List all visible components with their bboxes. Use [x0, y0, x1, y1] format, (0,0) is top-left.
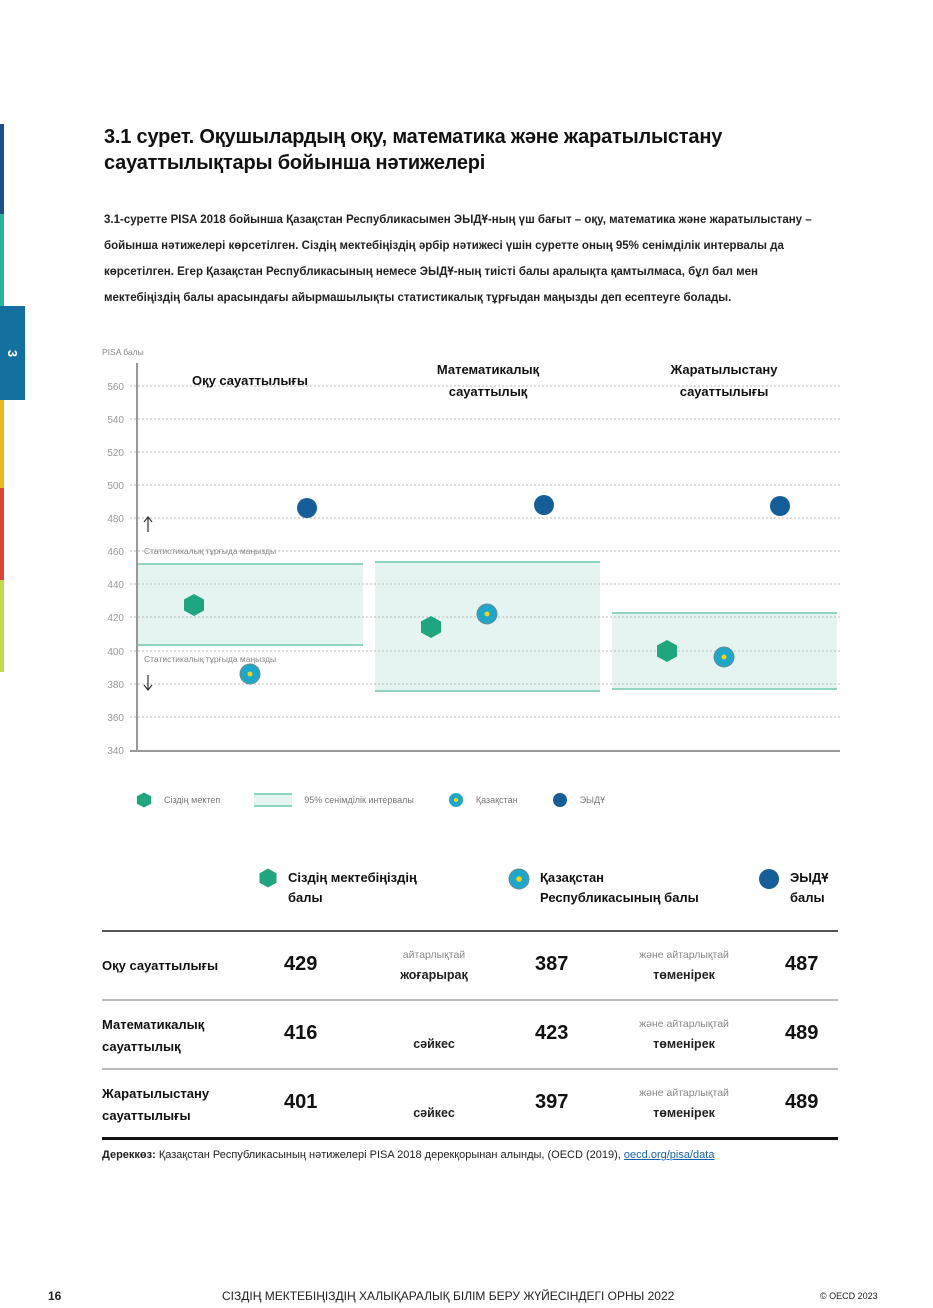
- category-math-title-line2: сауаттылық: [448, 384, 528, 399]
- table-row-math: [102, 1002, 838, 1068]
- svg-text:360: 360: [107, 713, 124, 724]
- page-number: 16: [48, 1289, 62, 1303]
- comparison-school-vs-kz: сәйкес: [413, 1037, 455, 1051]
- oecd-marker-reading: [297, 498, 317, 518]
- table-top-rule: [102, 930, 838, 932]
- hexagon-icon: [258, 868, 278, 888]
- table-header-oecd: ЭЫДҰ балы: [758, 868, 828, 908]
- legend-item-school: Сіздің мектеп: [136, 792, 220, 808]
- footer-title: СІЗДІҢ МЕКТЕБІҢІЗДІҢ ХАЛЫҚАРАЛЫҚ БІЛІМ БЕРУ ЖҮЙЕСІНДЕГІ ОРНЫ 2022: [222, 1289, 675, 1303]
- kazakhstan-marker-science: [714, 647, 734, 667]
- table-row-divider: [102, 999, 838, 1001]
- table-row-divider: [102, 1068, 838, 1070]
- source-note: [102, 1149, 714, 1161]
- table-header-school: Сіздің мектебіңіздің балы: [258, 868, 417, 908]
- oecd-score: 487: [785, 953, 819, 975]
- kazakhstan-score: 387: [535, 953, 569, 975]
- category-math-title-line1: Математикалық: [436, 362, 540, 377]
- svg-text:420: 420: [107, 613, 124, 624]
- school-score: 416: [284, 1022, 318, 1044]
- svg-text:Статистикалық тұрғыда маңызды: Статистикалық тұрғыда маңызды: [144, 654, 277, 664]
- y-axis-label: PISA балы: [102, 347, 144, 357]
- table-row-reading: [102, 933, 838, 999]
- figure-title: 3.1 сурет. Оқушылардың оқу, математика және жаратылыстану сауаттылықтары бойынша нәтижелері: [104, 126, 723, 174]
- svg-text:340: 340: [107, 746, 124, 757]
- svg-text:Статистикалық тұрғыда маңызды: Статистикалық тұрғыда маңызды: [144, 546, 277, 556]
- significance-up-annotation: [144, 517, 276, 556]
- oecd-marker-science: [770, 496, 790, 516]
- kazakhstan-marker-reading: [240, 664, 260, 684]
- kazakhstan-score: 423: [535, 1022, 569, 1044]
- y-tick-labels: [107, 382, 124, 757]
- row-label: Математикалық сауаттылық: [102, 1017, 205, 1054]
- kazakhstan-score: 397: [535, 1091, 569, 1113]
- legend-item-kazakhstan: Қазақстан: [448, 792, 518, 808]
- legend-item-ci: 95% сенімділік интервалы: [254, 792, 414, 808]
- comparison-school-vs-oecd: және айтарлықтай төменірек: [639, 1087, 729, 1120]
- comparison-school-vs-oecd: және айтарлықтай төменірек: [639, 949, 729, 982]
- table-row-science: [102, 1071, 838, 1137]
- chapter-tab-label: 3: [4, 349, 20, 357]
- footer-copyright: © OECD 2023: [820, 1291, 878, 1301]
- chart-legend: [136, 792, 639, 808]
- svg-text:460: 460: [107, 547, 124, 558]
- table-header-kazakhstan: Қазақстан Республикасының балы: [508, 868, 699, 908]
- ci-band-math: [375, 562, 600, 691]
- oecd-circle-icon: [552, 792, 568, 808]
- category-reading-title: Оқу сауаттылығы: [191, 373, 309, 388]
- comparison-school-vs-oecd: және айтарлықтай төменірек: [639, 1018, 729, 1051]
- source-prefix: Дереккөз:: [102, 1149, 156, 1161]
- comparison-school-vs-kz: сәйкес: [413, 1106, 455, 1120]
- source-text: Қазақстан Республикасының нәтижелері PISA 2018 дерекқорынан алынды, (OECD (2019),: [155, 1149, 624, 1161]
- figure-intro: 3.1-суретте PISA 2018 бойынша Қазақстан Республикасымен ЭЫДҰ-ның үш бағыт – оқу, математика және жаратылыстану – бойынша нәтижелері көрсетілген. Сіздің мектебіңіздің әрбір нәтижесі үшін суретте оның 95% сенімділік интервалы да көрсетілген. Егер Қазақстан Республикасының немесе ЭЫДҰ-ның тиісті балы аралықта қамтылмаса, бұл бал мен мектебіңіздің балы арасындағы айырмашылықты статистикалық тұрғыдан маңызды деп есептеуге болады.: [104, 214, 812, 304]
- hexagon-icon: [136, 792, 152, 808]
- school-score: 401: [284, 1091, 318, 1113]
- category-science-title-line1: Жаратылыстану: [670, 362, 778, 377]
- source-link[interactable]: oecd.org/pisa/data: [623, 1149, 715, 1161]
- svg-text:520: 520: [107, 448, 124, 459]
- oecd-score: 489: [785, 1022, 819, 1044]
- ci-band-reading: [138, 564, 363, 645]
- svg-text:540: 540: [107, 415, 124, 426]
- oecd-score: 489: [785, 1091, 819, 1113]
- oecd-marker-math: [534, 495, 554, 515]
- svg-text:560: 560: [107, 382, 124, 393]
- legend-item-oecd: ЭЫДҰ: [552, 792, 606, 808]
- svg-text:380: 380: [107, 680, 124, 691]
- svg-text:440: 440: [107, 580, 124, 591]
- school-score: 429: [284, 953, 318, 975]
- kazakhstan-flag-icon: [508, 868, 530, 890]
- svg-text:400: 400: [107, 647, 124, 658]
- category-science-title-line2: сауаттылығы: [679, 384, 769, 399]
- ci-band-icon: [254, 792, 292, 808]
- svg-text:480: 480: [107, 514, 124, 525]
- row-label: Жаратылыстану сауаттылығы: [102, 1086, 210, 1123]
- kazakhstan-flag-icon: [448, 792, 464, 808]
- comparison-school-vs-kz: айтарлықтай жоғарырақ: [400, 949, 468, 982]
- table-bottom-rule: [102, 1137, 838, 1140]
- row-label: Оқу сауаттылығы: [102, 958, 219, 973]
- oecd-circle-icon: [758, 868, 780, 890]
- kazakhstan-marker-math: [477, 604, 497, 624]
- svg-text:500: 500: [107, 481, 124, 492]
